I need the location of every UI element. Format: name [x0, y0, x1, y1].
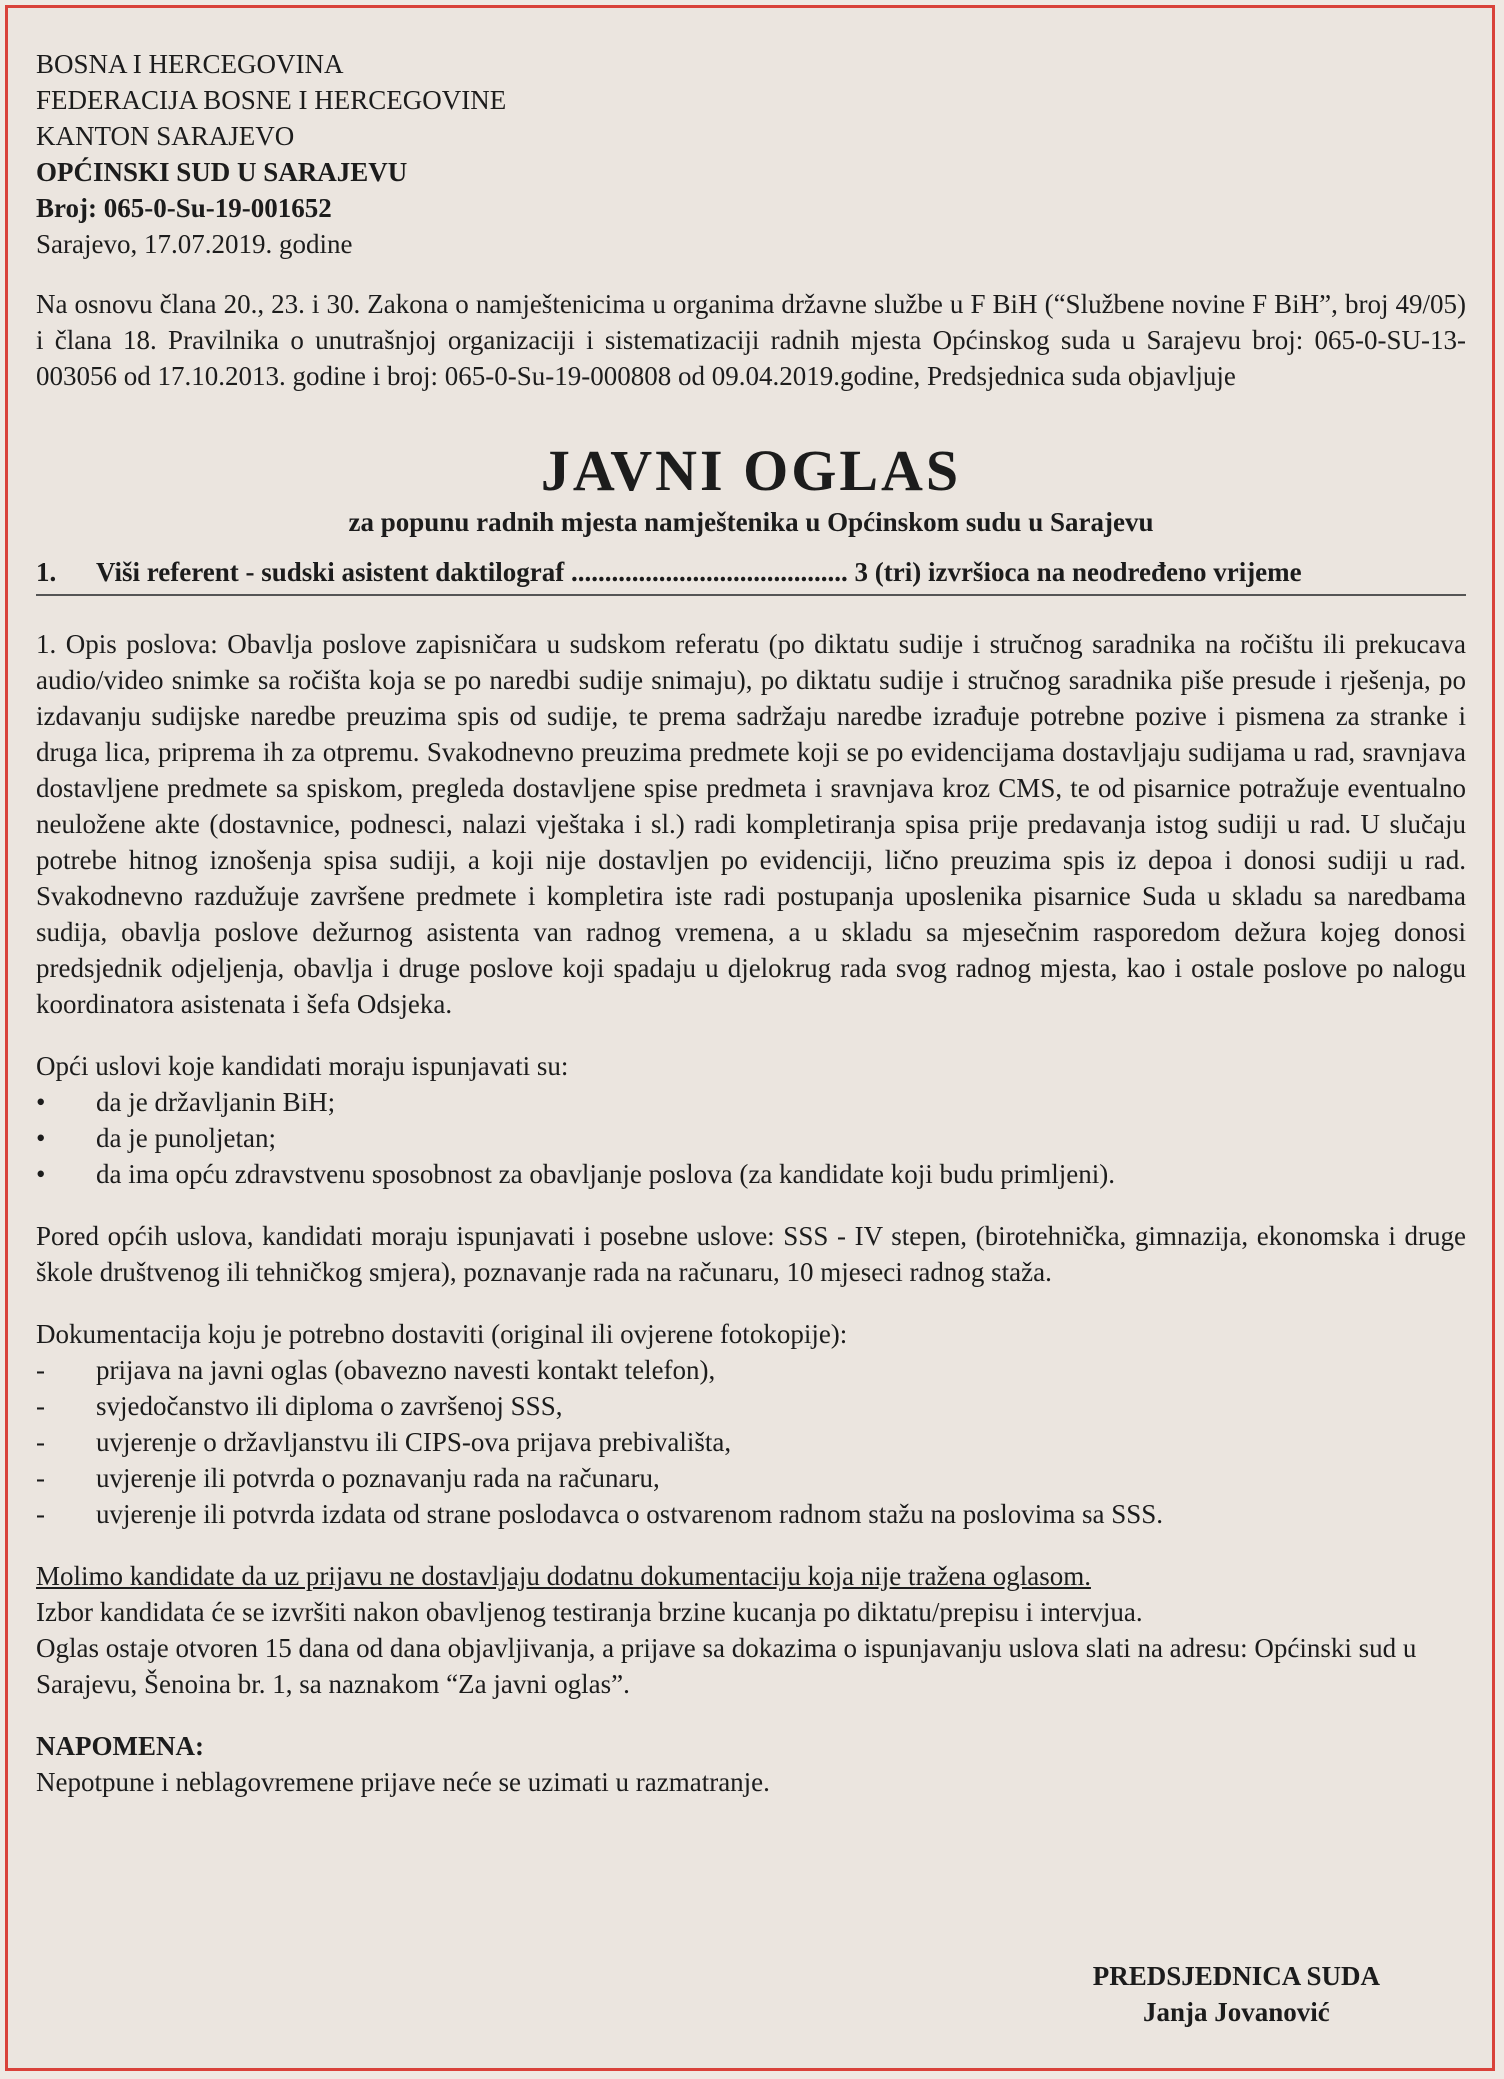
- dash-marker: -: [36, 1499, 45, 1529]
- documents-heading: Dokumentacija koju je potrebno dostaviti (original ili ovjerene fotokopije):: [36, 1319, 848, 1349]
- extra-documents-notice: Molimo kandidate da uz prijavu ne dostavljaju dodatnu dokumentaciju koja nije tražena oglasom.: [36, 1561, 1091, 1591]
- signature-block: [1093, 1958, 1380, 2030]
- notice-content: [36, 46, 1466, 1800]
- bullet-marker: •: [36, 1087, 46, 1117]
- header-court: OPĆINSKI SUD U SARAJEVU: [36, 157, 408, 187]
- list-item-text: uvjerenje ili potvrda izdata od strane poslodavca o ostvarenom radnom stažu na poslovima sa SSS.: [96, 1499, 1164, 1529]
- list-item: [36, 1424, 1466, 1460]
- header-date: Sarajevo, 17.07.2019. godine: [36, 229, 353, 259]
- notice-frame: [5, 5, 1495, 2071]
- documents-list: [36, 1352, 1466, 1532]
- list-item: [36, 1460, 1466, 1496]
- header-canton: KANTON SARAJEVO: [36, 121, 295, 151]
- dash-marker: -: [36, 1463, 45, 1493]
- list-item-text: svjedočanstvo ili diploma o završenoj SSS,: [96, 1391, 563, 1421]
- list-item: [36, 1156, 1466, 1192]
- header-country: BOSNA I HERCEGOVINA: [36, 49, 344, 79]
- list-item-text: uvjerenje ili potvrda o poznavanju rada na računaru,: [96, 1463, 660, 1493]
- list-item: [36, 1352, 1466, 1388]
- selection-text: Izbor kandidata će se izvršiti nakon obavljenog testiranja brzine kucanja po diktatu/prepisu i intervjua.: [36, 1597, 1143, 1627]
- page-title: JAVNI OGLAS: [540, 438, 962, 503]
- list-item-text: da ima opću zdravstvenu sposobnost za obavljanje poslova (za kandidate koji budu primljeni).: [96, 1159, 1115, 1189]
- list-item: [36, 1388, 1466, 1424]
- dash-marker: -: [36, 1391, 45, 1421]
- list-item: [36, 1496, 1466, 1532]
- submission-address: Oglas ostaje otvoren 15 dana od dana objavljivanja, a prijave sa dokazima o ispunjavanju uslova slati na adresu: Općinski sud u Sarajevu, Šenoina br. 1, sa naznakom “Za javni oglas”.: [36, 1633, 1417, 1699]
- position-row: [36, 554, 1466, 596]
- note-text: Nepotpune i neblagovremene prijave neće se uzimati u razmatranje.: [36, 1767, 770, 1797]
- list-item-text: da je punoljetan;: [96, 1123, 276, 1153]
- bullet-marker: •: [36, 1123, 46, 1153]
- signature-name: Janja Jovanović: [1142, 1997, 1330, 2027]
- signature-title: PREDSJEDNICA SUDA: [1092, 1961, 1380, 1991]
- position-title: Viši referent - sudski asistent daktilograf ......................................... 3 (tri) izvršioca na neodređeno vrijeme: [96, 557, 1302, 587]
- header-federation: FEDERACIJA BOSNE I HERCEGOVINE: [36, 85, 507, 115]
- list-item-text: prijava na javni oglas (obavezno navesti kontakt telefon),: [96, 1355, 716, 1385]
- special-conditions: Pored općih uslova, kandidati moraju ispunjavati i posebne uslove: SSS - IV stepen, (birotehnička, gimnazija, ekonomska i druge škole društvenog ili tehničkog smjera), poznavanje rada na računaru, 10 mjeseci radnog staža.: [36, 1221, 1466, 1287]
- list-item: [36, 1084, 1466, 1120]
- header-number: Broj: 065-0-Su-19-001652: [36, 193, 332, 223]
- position-number: 1.: [36, 557, 57, 587]
- list-item: [36, 1120, 1466, 1156]
- general-conditions-heading: Opći uslovi koje kandidati moraju ispunjavati su:: [36, 1051, 569, 1081]
- dash-marker: -: [36, 1427, 45, 1457]
- job-description: 1. Opis poslova: Obavlja poslove zapisničara u sudskom referatu (po diktatu sudije i stručnog saradnika na ročištu ili prekucava audio/video snimke sa ročišta koja se po naredbi sudije snimaju), po diktatu sudije i stručnog saradnika piše presude i rješenja, po izdavanju sudijske naredbe preuzima spis od sudije, te prema sadržaju naredbe izrađuje potrebne pozive i pismena za stranke i druga lica, priprema ih za otpremu. Svakodnevno preuzima predmete koji se po evidencijama dostavljaju sudijama u rad, sravnjava dostavljene predmete sa spiskom, pregleda dostavljene spise predmeta i sravnjava kroz CMS, te od pisarnice potražuje eventualno neuložene akte (dostavnice, podnesci, nalazi vještaka i sl.) radi kompletiranja spisa prije predavanja istog sudiji u rad. U slučaju potrebe hitnog iznošenja spisa sudiji, a koji nije dostavljen po evidenciji, lično preuzima spis iz depoa i donosi sudiji u rad. Svakodnevno razdužuje završene predmete i kompletira iste radi postupanja uposlenika pisarnice Suda u skladu sa naredbama sudija, obavlja poslove dežurnog asistenta van radnog vremena, a u skladu sa mjesečnim rasporedom dežura kojeg donosi predsjednik odjeljenja, obavlja i druge poslove koji spadaju u djelokrug rada svog radnog mjesta, kao i ostale poslove po nalogu koordinatora asistenata i šefa Odsjeka.: [36, 629, 1466, 1019]
- page-subtitle: za popunu radnih mjesta namještenika u Općinskom sudu u Sarajevu: [348, 507, 1154, 537]
- dash-marker: -: [36, 1355, 45, 1385]
- list-item-text: da je državljanin BiH;: [96, 1087, 336, 1117]
- intro-paragraph: Na osnovu člana 20., 23. i 30. Zakona o namještenicima u organima državne službe u F BiH (“Službene novine F BiH”, broj 49/05) i člana 18. Pravilnika o unutrašnjoj organizaciji i sistematizaciji radnih mjesta Općinskog suda u Sarajevu broj: 065-0-SU-13-003056 od 17.10.2013. godine i broj: 065-0-Su-19-000808 od 09.04.2019.godine, Predsjednica suda objavljuje: [36, 289, 1466, 391]
- list-item-text: uvjerenje o državljanstvu ili CIPS-ova prijava prebivališta,: [96, 1427, 732, 1457]
- note-heading: NAPOMENA:: [36, 1731, 204, 1761]
- general-conditions-list: [36, 1084, 1466, 1192]
- bullet-marker: •: [36, 1159, 46, 1189]
